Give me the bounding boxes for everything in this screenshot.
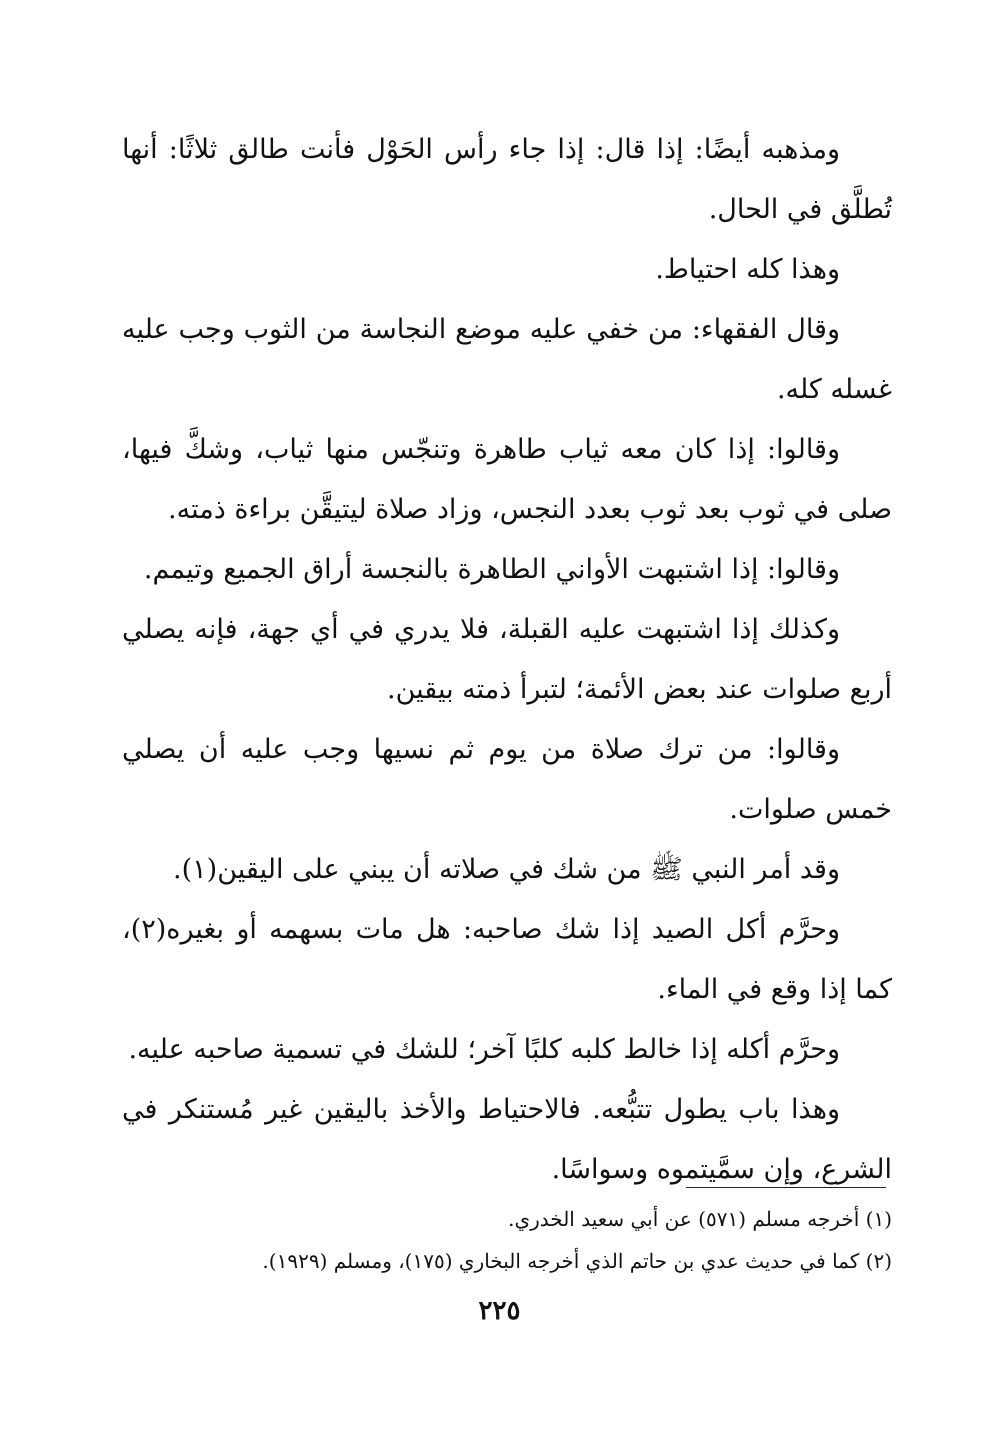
paragraph-6: وكذلك إذا اشتبهت عليه القبلة، فلا يدري في أي جهة، فإنه يصلي أربع صلوات عند بعض الأئمة؛ لتبرأ ذمته بيقين. (122, 614, 892, 705)
paragraph-4: وقالوا: إذا كان معه ثياب طاهرة وتنجّس منها ثياب، وشكَّ فيها، صلى في ثوب بعد ثوب بعدد النجس، وزاد صلاة ليتيقَّن براءة ذمته. (122, 434, 892, 525)
footnotes (122, 1198, 892, 1282)
paragraph-7: وقالوا: من ترك صلاة من يوم ثم نسيها وجب عليه أن يصلي خمس صلوات. (122, 734, 892, 825)
paragraph-2: وهذا كله احتياط. (655, 254, 840, 285)
paragraph-5: وقالوا: إذا اشتبهت الأواني الطاهرة بالنجسة أراق الجميع وتيمم. (143, 554, 840, 585)
paragraph-8: وقد أمر النبي ﷺ من شك في صلاته أن يبني على اليقين(١). (173, 854, 840, 885)
footnote-2: (٢) كما في حديث عدي بن حاتم الذي أخرجه البخاري (١٧٥)، ومسلم (١٩٢٩). (262, 1249, 892, 1273)
paragraph-11: وهذا باب يطول تتبُّعه. فالاحتياط والأخذ باليقين غير مُستنكر في الشرع، وإن سمَّيتموه وسواسًا. (122, 1094, 892, 1185)
main-text (122, 120, 892, 1200)
footnote-divider (686, 1187, 886, 1188)
paragraph-9: وحرَّم أكل الصيد إذا شك صاحبه: هل مات بسهمه أو بغيره(٢)، كما إذا وقع في الماء. (122, 914, 892, 1005)
paragraph-1: ومذهبه أيضًا: إذا قال: إذا جاء رأس الحَوْل فأنت طالق ثلاثًا: أنها تُطلَّق في الحال. (122, 134, 892, 225)
footnote-1: (١) أخرجه مسلم (٥٧١) عن أبي سعيد الخدري. (508, 1207, 892, 1231)
page-number: ٢٢٥ (478, 1296, 521, 1326)
paragraph-3: وقال الفقهاء: من خفي عليه موضع النجاسة من الثوب وجب عليه غسله كله. (122, 314, 892, 405)
paragraph-10: وحرَّم أكله إذا خالط كلبه كلبًا آخر؛ للشك في تسمية صاحبه عليه. (128, 1034, 840, 1065)
